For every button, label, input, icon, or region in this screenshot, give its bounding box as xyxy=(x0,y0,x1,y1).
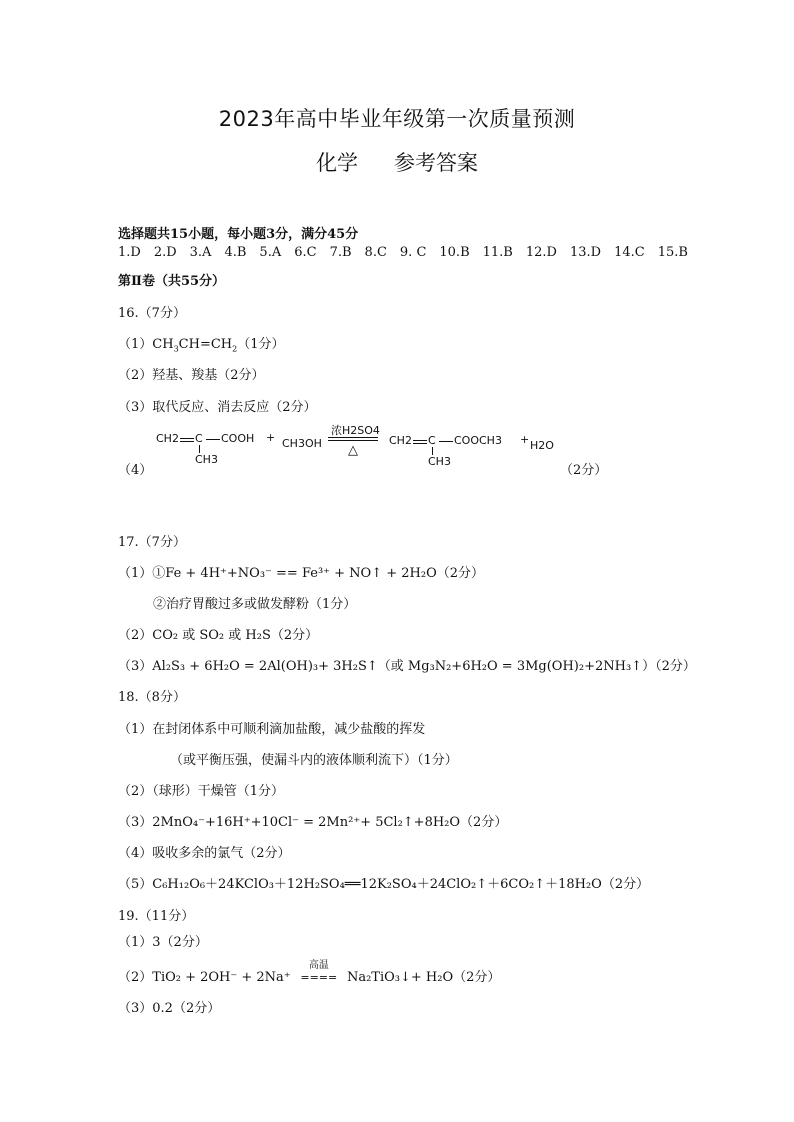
part2-heading: 第Ⅱ卷（共55分） xyxy=(118,274,226,289)
plus-1: + xyxy=(266,431,276,444)
methanol: CH3OH xyxy=(282,437,322,450)
document-subtitle xyxy=(0,147,794,177)
high-temp-condition: 高温 xyxy=(308,960,329,971)
mc-answer: 9. C xyxy=(399,245,427,260)
heat-symbol: △ xyxy=(348,443,358,458)
mc-answers xyxy=(118,245,701,260)
mc-answer: 8.C xyxy=(364,245,387,260)
equilibrium-arrow xyxy=(328,437,378,438)
q18-answer-1: （1）在封闭体系中可顺利滴加盐酸，减少盐酸的挥发 xyxy=(118,722,426,737)
q17-heading: 17.（7分） xyxy=(118,535,186,550)
q16-heading: 16.（7分） xyxy=(118,306,186,321)
mc-answer: 6.C xyxy=(294,245,317,260)
water: H2O xyxy=(530,439,554,452)
q18-answer-4: （4）吸收多余的氯气（2分） xyxy=(118,846,291,861)
q19-answer-1: （1）3（2分） xyxy=(118,935,208,950)
reactant-cooh: COOH xyxy=(221,432,255,445)
q17-answer-1b: ②治疗胃酸过多或做发酵粉（1分） xyxy=(153,597,357,612)
q16-answer-2: （2）羟基、羧基（2分） xyxy=(118,368,265,383)
mc-answer: 4.B xyxy=(224,245,247,260)
mc-answer: 1.D xyxy=(118,245,141,260)
mc-answer: 12.D xyxy=(525,245,557,260)
mc-heading: 选择题共15小题，每小题3分，满分45分 xyxy=(118,227,359,242)
product-ester: COOCH3 xyxy=(454,434,502,447)
q17-answer-3: （3）Al₂S₃ + 6H₂O = 2Al(OH)₃+ 3H₂S↑（或 Mg₃N₂+6H₂O = 3Mg(OH)₂+2NH₃↑）（2分） xyxy=(118,659,696,674)
q18-answer-3: （3）2MnO₄⁻+16H⁺+10Cl⁻ = 2Mn²⁺+ 5Cl₂↑+8H₂O（2分） xyxy=(118,815,508,830)
q16-answer-3: （3）取代反应、消去反应（2分） xyxy=(118,400,317,415)
q17-answer-2: （2）CO₂ 或 SO₂ 或 H₂S（2分） xyxy=(118,628,319,643)
answer-key-label: 参考答案 xyxy=(394,151,478,175)
q16-answer-4-label: （4） xyxy=(118,463,153,478)
subject-label: 化学 xyxy=(316,151,358,175)
q19-answer-3: （3）0.2（2分） xyxy=(118,1001,221,1016)
mc-answer: 11.B xyxy=(482,245,513,260)
q18-heading: 18.（8分） xyxy=(118,690,186,705)
mc-answer: 7.B xyxy=(329,245,352,260)
q18-answer-2: （2）（球形）干燥管（1分） xyxy=(118,784,285,799)
catalyst-label: 浓H2SO4 xyxy=(331,424,380,437)
mc-answer: 2.D xyxy=(153,245,177,260)
mc-answer: 14.C xyxy=(614,245,645,260)
product-c: C xyxy=(428,434,436,447)
q16-answer-1: $(1)CH_3CH=CH_2(1$分） xyxy=(118,337,285,354)
plus-2: + xyxy=(520,433,530,446)
double-bond-1 xyxy=(180,438,194,439)
mc-answer: 10.B xyxy=(439,245,470,260)
q19-heading: 19.（11分） xyxy=(118,909,195,924)
q18-answer-1b: （或平衡压强，使漏斗内的液体顺利流下）（1分） xyxy=(170,753,458,768)
reactant-ch2: CH2 xyxy=(156,432,179,445)
mc-answer: 5.A xyxy=(259,245,282,260)
q18-answer-5: （5）C₆H₁₂O₆＋24KClO₃＋12H₂SO₄══12K₂SO₄＋24ClO₂↑＋6CO₂↑＋18H₂O（2分） xyxy=(118,877,650,892)
q16-answer-4-score: （2分） xyxy=(560,463,608,478)
reaction-equals: ==== xyxy=(300,971,338,984)
q19-answer-2: （2）TiO₂ + 2OH⁻ + 2Na⁺ 高温 ==== Na₂TiO₃↓+ H₂O（2分） xyxy=(118,966,500,985)
product-ch2: CH2 xyxy=(389,434,412,447)
reactant-ch3: CH3 xyxy=(195,453,218,466)
mc-answer: 15.B xyxy=(657,245,688,260)
esterification-reaction xyxy=(118,422,758,482)
product-ch3: CH3 xyxy=(428,455,451,468)
reactant-c: C xyxy=(195,432,203,445)
document-title: 2023年高中毕业年级第一次质量预测 xyxy=(218,107,576,131)
mc-answer: 3.A xyxy=(189,245,212,260)
mc-answer: 13.D xyxy=(569,245,602,260)
q17-answer-1: （1）①Fe + 4H⁺+NO₃⁻ == Fe³⁺ + NO↑ + 2H₂O（2分） xyxy=(118,566,485,581)
